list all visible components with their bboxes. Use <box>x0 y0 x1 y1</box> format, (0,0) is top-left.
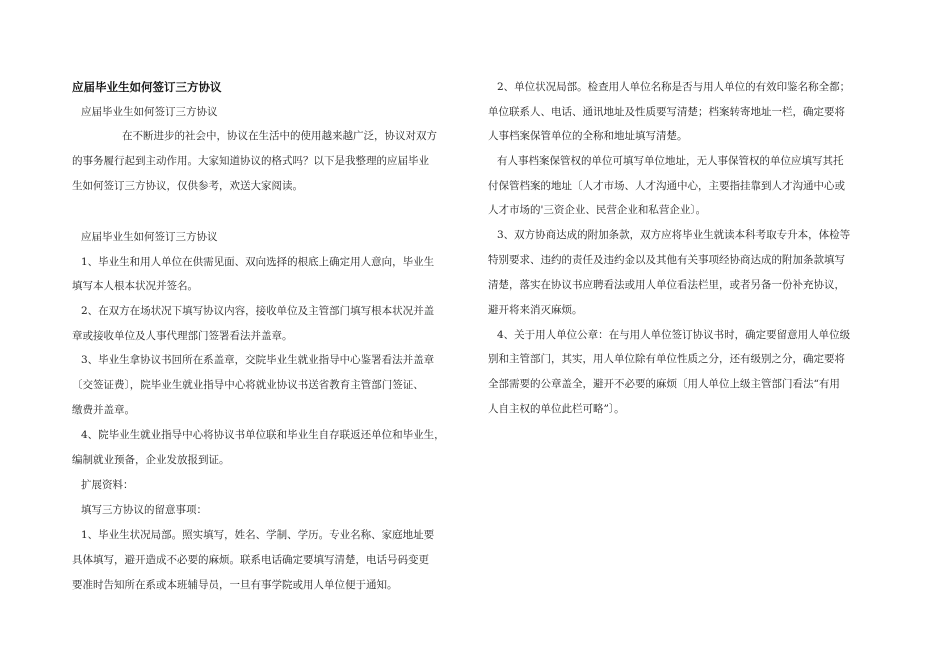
note-line: 1、毕业生状况局部。照实填写，姓名、学制、学历。专业名称、家庭地址要 <box>81 529 435 541</box>
step-line: 3、毕业生拿协议书回所在系盖章，交院毕业生就业指导中心鉴署看法并盖章 <box>81 354 435 366</box>
step-line: 章或接收单位及人事代理部门签署看法并盖章。 <box>72 330 293 342</box>
extended-label: 扩展资料： <box>81 479 134 491</box>
step-line: 缴费并盖章。 <box>72 404 135 416</box>
note-line: 要准时告知所在系或本班辅导员，一旦有事学院或用人单位便于通知。 <box>72 579 398 591</box>
step-line: 填写本人根本状况并签名。 <box>72 280 198 292</box>
step-line: 1、毕业生和用人单位在供需见面、双向选择的根底上确定用人意向，毕业生 <box>81 256 435 268</box>
section-heading: 应届毕业生如何签订三方协议 <box>81 231 218 243</box>
step-line: 4、院毕业生就业指导中心将协议书单位联和毕业生自存联返还单位和毕业生， <box>81 429 445 441</box>
note-line: 单位联系人、电话、通讯地址及性质要写清楚；档案转寄地址一栏，确定要将 <box>488 106 845 118</box>
note-line: 特别要求、违约的责任及违约金以及其他有关事项经协商达成的附加条款填写 <box>488 254 845 266</box>
intro-line: 在不断进步的社会中，协议在生活中的使用越来越广泛，协议对双方 <box>122 130 437 142</box>
note-line: 人自主权的单位此栏可略”〕。 <box>488 403 625 415</box>
step-line: 〔交签证费〕，院毕业生就业指导中心将就业协议书送省教育主管部门签证、 <box>72 379 424 391</box>
intro-line: 生如何签订三方协议，仅供参考，欢送大家阅读。 <box>72 180 303 192</box>
note-line: 清楚，落实在协议书应聘看法或用人单位看法栏里，或者另备一份补充协议， <box>488 279 845 291</box>
note-line: 付保管档案的地址〔人才市场、人才沟通中心，主要指挂靠到人才沟通中心或 <box>488 180 845 192</box>
note-line: 全部需要的公章盖全，避开不必要的麻烦〔用人单位上级主管部门看法“有用 <box>488 378 840 390</box>
document-title: 应届毕业生如何签订三方协议 <box>72 80 222 94</box>
note-line: 别和主管部门，其实，用人单位除有单位性质之分，还有级别之分，确定要将 <box>488 353 845 365</box>
note-line: 4、关于用人单位公章：在与用人单位签订协议书时，确定要留意用人单位级 <box>497 329 851 341</box>
intro-line: 的事务履行起到主动作用。大家知道协议的格式吗？以下是我整理的应届毕业 <box>72 155 429 167</box>
note-line: 人事档案保管单位的全称和地址填写清楚。 <box>488 130 688 142</box>
document-subtitle: 应届毕业生如何签订三方协议 <box>81 106 218 118</box>
note-line: 3、双方协商达成的附加条款，双方应将毕业生就读本科考取专升本，体检等 <box>497 229 851 241</box>
notes-heading: 填写三方协议的留意事项： <box>81 504 207 516</box>
step-line: 编制就业预备，企业发放报到证。 <box>72 454 230 466</box>
note-line: 避开将来消灭麻烦。 <box>488 304 583 316</box>
note-line: 2、单位状况局部。检查用人单位名称是否与用人单位的有效印鉴名称全都； <box>497 81 851 93</box>
note-line: 具体填写，避开造成不必要的麻烦。联系电话确定要填写清楚，电话号码变更 <box>72 554 429 566</box>
note-line: 人才市场的'三资企业、民营企业和私营企业〕。 <box>488 204 707 216</box>
step-line: 2、在双方在场状况下填写协议内容，接收单位及主管部门填写根本状况并盖 <box>81 305 435 317</box>
note-line: 有人事档案保管权的单位可填写单位地址，无人事保管权的单位应填写其托 <box>497 155 844 167</box>
